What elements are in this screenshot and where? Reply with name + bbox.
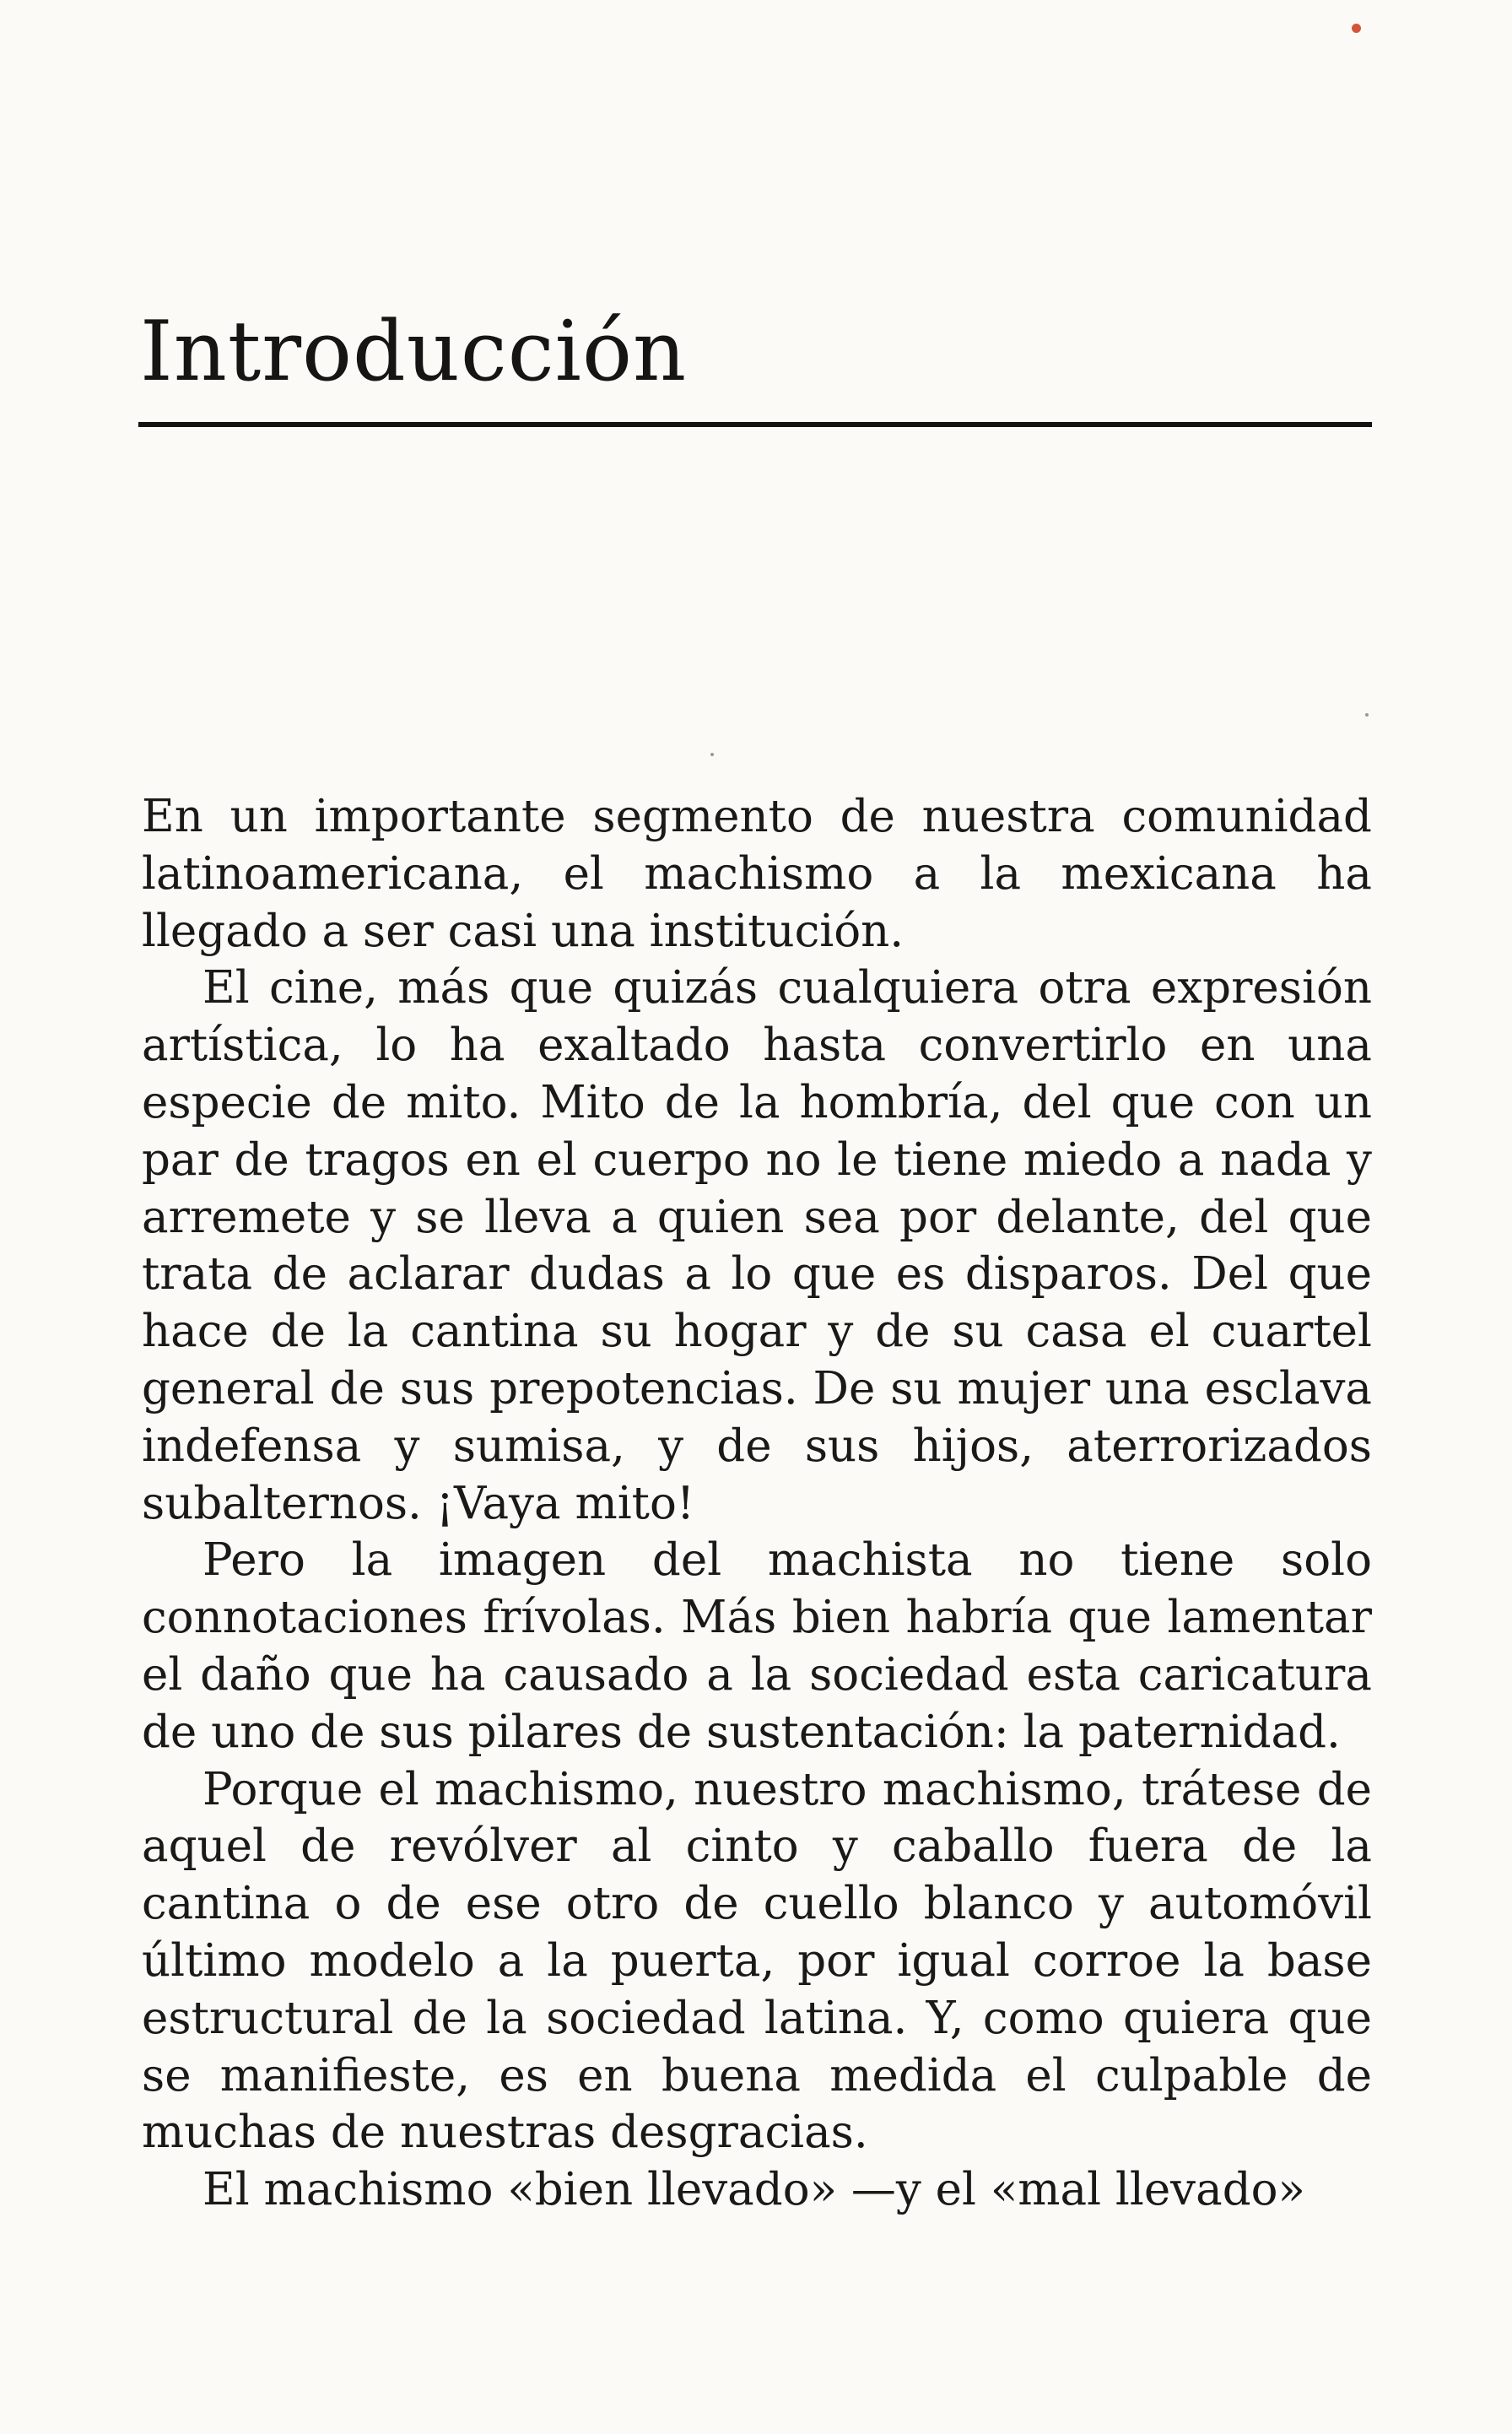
ink-speck — [710, 753, 714, 756]
chapter-body — [142, 788, 1372, 2219]
chapter-title: Introducción — [140, 304, 688, 400]
title-underline — [138, 422, 1372, 427]
ink-speck — [1365, 713, 1369, 717]
paragraph: Pero la imagen del machista no tiene solo connotaciones frívolas. Más bien habría que lamentar el daño que ha causado a la sociedad esta caricatura de uno de sus pilares de sustentación: la paternidad. — [142, 1534, 1372, 1758]
paragraph: Porque el machismo, nuestro machismo, trátese de aquel de revólver al cinto y caballo fuera de la cantina o de ese otro de cuello blanco y automóvil último modelo a la puerta, por igual corroe la base estructural de la sociedad latina. Y, como quiera que se manifieste, es en buena medida el culpable de muchas de nuestras desgracias. — [142, 1763, 1372, 2159]
paragraph: El cine, más que quizás cualquiera otra expresión artística, lo ha exaltado hasta convertirlo en una especie de mito. Mito de la hombría, del que con un par de tragos en el cuerpo no le tiene miedo a nada y arremete y se lleva a quien sea por delante, del que trata de aclarar dudas a lo que es disparos. Del que hace de la cantina su hogar y de su casa el cuartel general de sus prepotencias. De su mujer una esclava indefensa y sumisa, y de sus hijos, aterrorizados subalternos. ¡Vaya mito! — [142, 962, 1372, 1529]
paragraph: En un importante segmento de nuestra comunidad latinoamericana, el machismo a la mexicana ha llegado a ser casi una institución. — [142, 791, 1372, 957]
ink-speck — [1352, 24, 1361, 33]
paragraph: El machismo «bien llevado» —y el «mal llevado» — [202, 2164, 1305, 2216]
